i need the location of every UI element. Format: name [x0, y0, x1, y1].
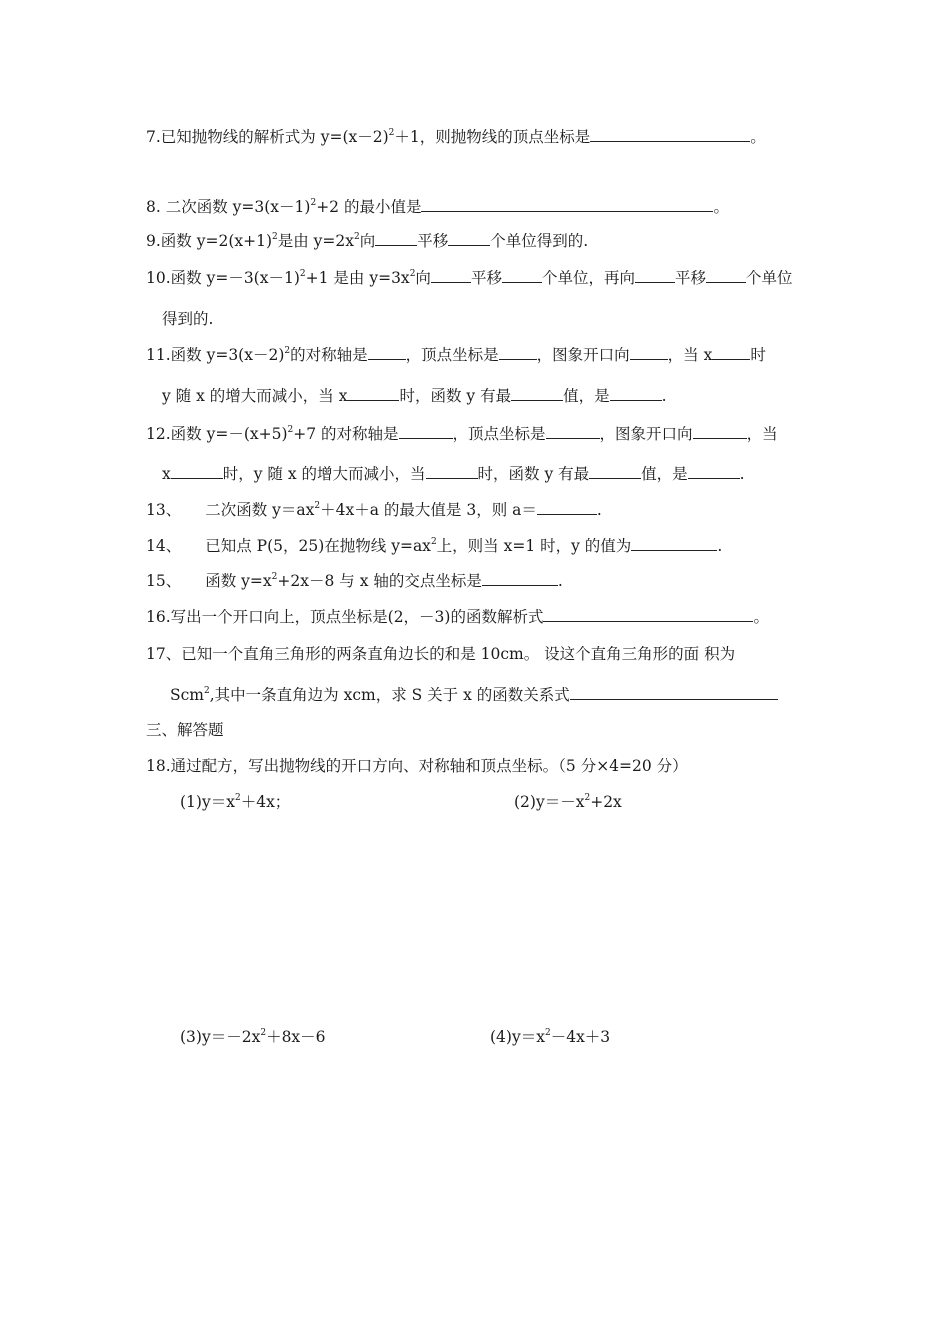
answer-blank[interactable]	[688, 464, 740, 479]
question-15: 15、 函数 $y=x^2+2x-8$ 与 x 轴的交点坐标是 .	[146, 571, 563, 590]
answer-blank[interactable]	[543, 607, 753, 622]
question-18: 18.通过配方，写出抛物线的开口方向、对称轴和顶点坐标。（5 分×4=20 分）	[146, 757, 688, 775]
answer-blank[interactable]	[171, 464, 223, 479]
question-10-cont: 得到的.	[162, 310, 214, 328]
answer-blank[interactable]	[630, 345, 668, 360]
question-12: 12.函数 $y=-(x+5)^2+7$ 的对称轴是 ，顶点坐标是 ，图象开口向 ，当	[146, 424, 778, 443]
answer-blank[interactable]	[421, 197, 713, 212]
answer-blank[interactable]	[431, 268, 471, 283]
answer-blank[interactable]	[502, 268, 542, 283]
answer-blank[interactable]	[693, 424, 747, 439]
question-13: 13、 二次函数 $y=ax^2+4x+a$ 的最大值是 3，则 a＝ .	[146, 500, 602, 519]
answer-blank[interactable]	[368, 345, 406, 360]
question-10: 10.函数 $y=-3(x-1)^2+1$ 是由 $y=3x^2$向 平移 个单位，再向 平移 个单位	[146, 268, 793, 287]
answer-blank[interactable]	[631, 536, 717, 551]
answer-blank[interactable]	[546, 424, 600, 439]
question-17-cont: Scm$^2$,其中一条直角边为 xcm，求 S 关于 x 的函数关系式	[170, 685, 778, 705]
answer-blank[interactable]	[448, 231, 490, 246]
question-11-cont: y 随 x 的增大而减小，当 x 时，函数 y 有最 值，是 .	[162, 387, 667, 405]
answer-blank[interactable]	[347, 386, 399, 401]
answer-blank[interactable]	[426, 464, 478, 479]
problem-3: $(3)y=-2x^2+8x-6$	[180, 1027, 326, 1046]
problem-2: $(2)y=-x^2+2x$	[514, 792, 622, 811]
answer-blank[interactable]	[499, 345, 537, 360]
answer-blank[interactable]	[589, 464, 641, 479]
question-8: 8. 二次函数 $y=3(x-1)^2+2$ 的最小值是 。	[146, 197, 729, 216]
answer-blank[interactable]	[511, 386, 563, 401]
answer-blank[interactable]	[590, 127, 750, 142]
answer-blank[interactable]	[482, 571, 558, 586]
answer-blank[interactable]	[375, 231, 417, 246]
question-9: 9.函数 $y=2(x+1)^2$是由 $y=2x^2$向 平移 个单位得到的.	[146, 231, 589, 250]
question-7: 7.已知抛物线的解析式为 $y=(x-2)^2+1$，则抛物线的顶点坐标是 。	[146, 127, 766, 146]
question-16: 16.写出一个开口向上，顶点坐标是(2，－3)的函数解析式 。	[146, 608, 769, 626]
problem-4: $(4)y=x^2-4x+3$	[490, 1027, 611, 1046]
answer-blank[interactable]	[399, 424, 453, 439]
answer-blank[interactable]	[570, 685, 778, 700]
answer-blank[interactable]	[712, 345, 750, 360]
answer-blank[interactable]	[635, 268, 675, 283]
question-11: 11.函数 $y=3(x-2)^2$的对称轴是 ，顶点坐标是 ，图象开口向 ，当 x 时	[146, 345, 766, 364]
answer-blank[interactable]	[537, 500, 597, 515]
section-heading: 三、解答题	[146, 721, 224, 739]
question-12-cont: x 时，y 随 x 的增大而减小，当 时，函数 y 有最 值，是 .	[162, 465, 745, 483]
answer-blank[interactable]	[706, 268, 746, 283]
answer-blank[interactable]	[610, 386, 662, 401]
question-17: 17、已知一个直角三角形的两条直角边长的和是 10cm。 设这个直角三角形的面 积为	[146, 645, 736, 663]
problem-1: $(1)y=x^2+4x$；	[180, 792, 291, 811]
question-14: 14、 已知点 P(5，25)在抛物线 $y=ax^2$上，则当 x=1 时，y 的值为 .	[146, 536, 723, 555]
